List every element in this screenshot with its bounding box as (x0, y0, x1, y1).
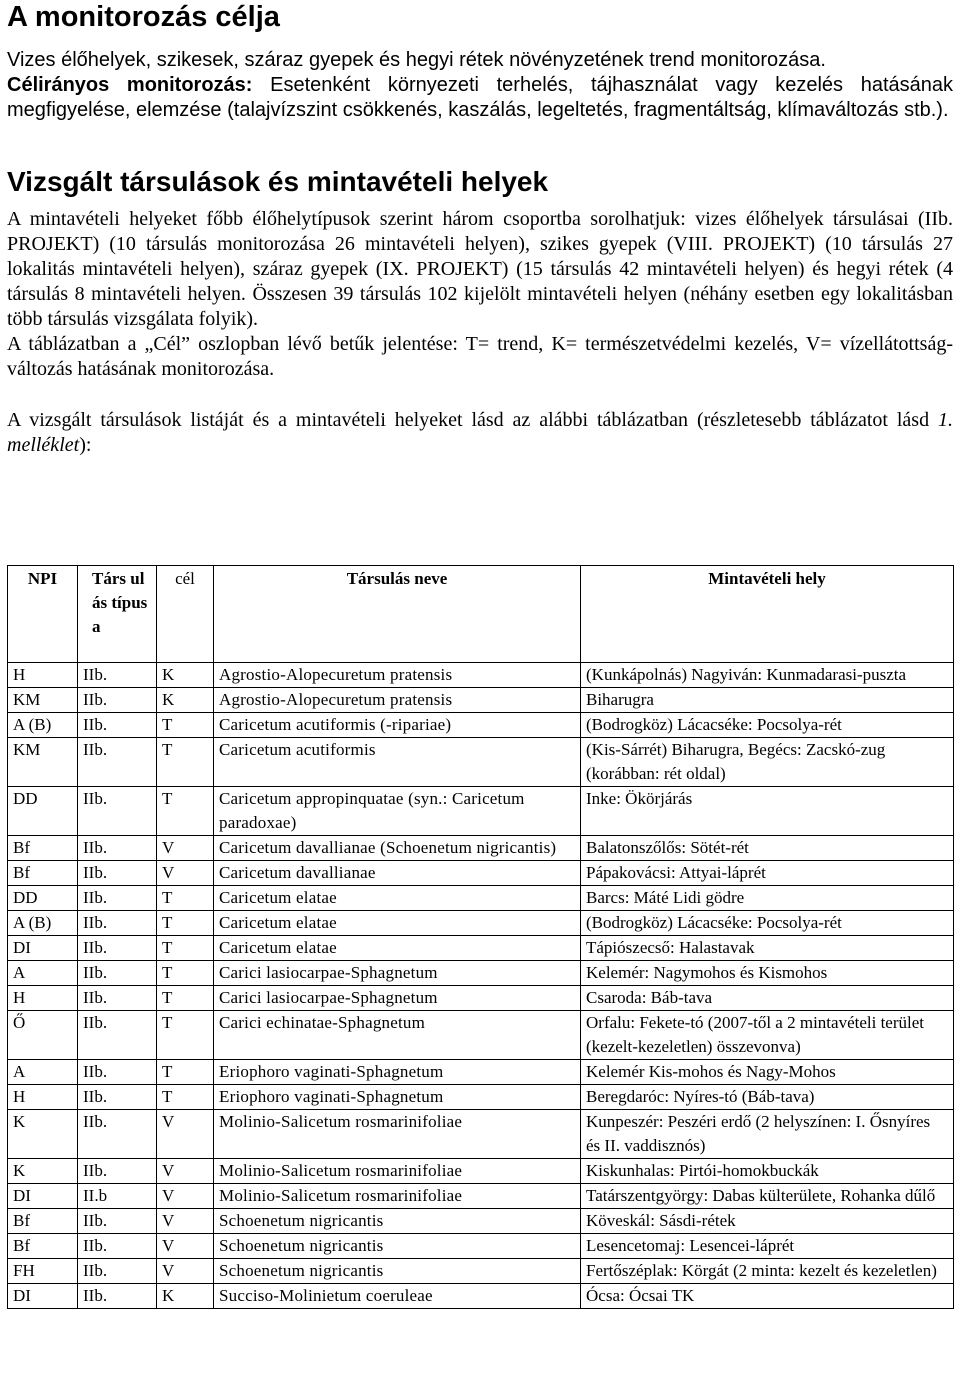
type-cell: II.b (78, 1184, 157, 1209)
goal-cell: T (157, 1085, 214, 1110)
table-row (8, 1234, 954, 1259)
goal-cell: T (157, 713, 214, 738)
type-cell: IIb. (78, 1085, 157, 1110)
sampling-site-cell: (Bodrogköz) Lácacséke: Pocsolya-rét (581, 911, 954, 936)
table-row (8, 861, 954, 886)
type-cell: IIb. (78, 961, 157, 986)
table-header-row (8, 566, 954, 663)
header-sampling-site: Mintavételi hely (581, 566, 954, 663)
npi-cell: K (8, 1110, 78, 1159)
table-row (8, 836, 954, 861)
table-row (8, 886, 954, 911)
npi-cell: DI (8, 936, 78, 961)
paragraph-text: Vizes élőhelyek, szikesek, száraz gyepek és hegyi rétek növényzetének trend monitorozása. (7, 49, 826, 71)
type-cell: IIb. (78, 1234, 157, 1259)
association-name-cell: Schoenetum nigricantis (214, 1259, 581, 1284)
section-title-monitoring-goal: A monitorozás célja (7, 1, 280, 33)
sampling-site-cell: Balatonszőlős: Sötét-rét (581, 836, 954, 861)
goal-cell: V (157, 1110, 214, 1159)
table-row (8, 961, 954, 986)
table-row (8, 1060, 954, 1085)
sampling-site-cell: Tatárszentgyörgy: Dabas külterülete, Rohanka dűlő (581, 1184, 954, 1209)
npi-cell: H (8, 986, 78, 1011)
goal-cell: K (157, 663, 214, 688)
goal-cell: T (157, 936, 214, 961)
type-cell: IIb. (78, 886, 157, 911)
sampling-site-cell: Beregdaróc: Nyíres-tó (Báb-tava) (581, 1085, 954, 1110)
goal-cell: K (157, 1284, 214, 1309)
type-cell: IIb. (78, 663, 157, 688)
npi-cell: DI (8, 1284, 78, 1309)
association-name-cell: Caricetum elatae (214, 936, 581, 961)
table-row (8, 1184, 954, 1209)
association-name-cell: Caricetum elatae (214, 911, 581, 936)
association-name-cell: Schoenetum nigricantis (214, 1209, 581, 1234)
header-association-name: Társulás neve (214, 566, 581, 663)
paragraph-column-legend: A táblázatban a „Cél” oszlopban lévő betűk jelentése: T= trend, K= természetvédelmi kezelés, V= vízellátottság-változás hatásának monitorozása. (7, 333, 953, 380)
sampling-site-cell: Inke: Ökörjárás (581, 787, 954, 836)
association-name-cell: Agrostio-Alopecuretum pratensis (214, 688, 581, 713)
goal-cell: T (157, 1011, 214, 1060)
goal-cell: V (157, 861, 214, 886)
goal-cell: V (157, 1209, 214, 1234)
association-name-cell: Agrostio-Alopecuretum pratensis (214, 663, 581, 688)
npi-cell: KM (8, 688, 78, 713)
goal-cell: V (157, 1184, 214, 1209)
type-cell: IIb. (78, 861, 157, 886)
type-cell: IIb. (78, 986, 157, 1011)
header-npi: NPI (8, 566, 78, 663)
sampling-site-cell: (Kis-Sárrét) Biharugra, Begécs: Zacskó-zug (korábban: rét oldal) (581, 738, 954, 787)
goal-cell: T (157, 986, 214, 1011)
table-row (8, 1085, 954, 1110)
association-name-cell: Carici echinatae-Sphagnetum (214, 1011, 581, 1060)
association-name-cell: Succiso-Molinietum coeruleae (214, 1284, 581, 1309)
table-body (8, 663, 954, 1309)
npi-cell: KM (8, 738, 78, 787)
association-name-cell: Molinio-Salicetum rosmarinifoliae (214, 1184, 581, 1209)
sampling-site-cell: Orfalu: Fekete-tó (2007-től a 2 mintavételi terület (kezelt-kezeletlen) összevonva) (581, 1011, 954, 1060)
association-name-cell: Schoenetum nigricantis (214, 1234, 581, 1259)
goal-cell: V (157, 1259, 214, 1284)
association-name-cell: Molinio-Salicetum rosmarinifoliae (214, 1159, 581, 1184)
type-cell: IIb. (78, 1259, 157, 1284)
table-row (8, 1110, 954, 1159)
type-cell: IIb. (78, 1159, 157, 1184)
sampling-site-cell: Pápakovácsi: Attyai-láprét (581, 861, 954, 886)
sampling-site-cell: Barcs: Máté Lidi gödre (581, 886, 954, 911)
table-row (8, 936, 954, 961)
table-row (8, 1209, 954, 1234)
sampling-site-cell: Kunpeszér: Peszéri erdő (2 helyszínen: I. Ősnyíres és II. vaddisznós) (581, 1110, 954, 1159)
npi-cell: A (B) (8, 713, 78, 738)
association-name-cell: Caricetum davallianae (214, 861, 581, 886)
npi-cell: DI (8, 1184, 78, 1209)
npi-cell: A (8, 961, 78, 986)
sampling-site-cell: Biharugra (581, 688, 954, 713)
type-cell: IIb. (78, 1209, 157, 1234)
type-cell: IIb. (78, 1110, 157, 1159)
npi-cell: Bf (8, 1209, 78, 1234)
npi-cell: K (8, 1159, 78, 1184)
sampling-site-cell: Tápiószecső: Halastavak (581, 936, 954, 961)
table-row (8, 986, 954, 1011)
association-name-cell: Eriophoro vaginati-Sphagnetum (214, 1060, 581, 1085)
npi-cell: A (8, 1060, 78, 1085)
type-cell: IIb. (78, 1284, 157, 1309)
association-name-cell: Caricetum acutiformis (214, 738, 581, 787)
table-row (8, 1259, 954, 1284)
sampling-site-cell: Csaroda: Báb-tava (581, 986, 954, 1011)
npi-cell: Bf (8, 836, 78, 861)
table-row (8, 688, 954, 713)
type-cell: IIb. (78, 688, 157, 713)
sampling-site-cell: Lesencetomaj: Lesencei-láprét (581, 1234, 954, 1259)
table-row (8, 911, 954, 936)
association-name-cell: Carici lasiocarpae-Sphagnetum (214, 986, 581, 1011)
goal-cell: T (157, 886, 214, 911)
associations-table (7, 565, 954, 1309)
association-name-cell: Caricetum elatae (214, 886, 581, 911)
association-name-cell: Caricetum acutiformis (-ripariae) (214, 713, 581, 738)
npi-cell: H (8, 663, 78, 688)
type-cell: IIb. (78, 738, 157, 787)
association-name-cell: Caricetum davallianae (Schoenetum nigricantis) (214, 836, 581, 861)
association-name-cell: Molinio-Salicetum rosmarinifoliae (214, 1110, 581, 1159)
npi-cell: Bf (8, 1234, 78, 1259)
goal-cell: T (157, 738, 214, 787)
type-cell: IIb. (78, 936, 157, 961)
type-cell: IIb. (78, 1060, 157, 1085)
goal-cell: T (157, 1060, 214, 1085)
type-cell: IIb. (78, 713, 157, 738)
goal-cell: V (157, 1159, 214, 1184)
goal-cell: T (157, 911, 214, 936)
association-name-cell: Eriophoro vaginati-Sphagnetum (214, 1085, 581, 1110)
table-row (8, 738, 954, 787)
paragraph-sampling-overview: A mintavételi helyeket főbb élőhelytípusok szerint három csoportba sorolhatjuk: vizes élőhelyek társulásai (IIb. PROJEKT) (10 társulás monitorozása 26 mintavételi helyen), szikes gyepek (VIII. PROJEKT) (10 társulás 27 lokalitás mintavételi helyen), száraz gyepek (IX. PROJEKT) (15 társulás 42 mintavételi helyen) és hegyi rétek (4 társulás 8 mintavételi helyen. Összesen 39 társulás 102 kijelölt mintavételi helyen (néhány esetben egy lokalitásban több társulás vizsgálata folyik). (7, 208, 953, 330)
table-row (8, 1011, 954, 1060)
npi-cell: DD (8, 787, 78, 836)
npi-cell: Bf (8, 861, 78, 886)
goal-cell: K (157, 688, 214, 713)
sampling-site-cell: (Kunkápolnás) Nagyiván: Kunmadarasi-puszta (581, 663, 954, 688)
npi-cell: Ő (8, 1011, 78, 1060)
header-association-type: Társ ulás típus a (78, 566, 157, 663)
paragraph-table-intro (7, 408, 953, 458)
type-cell: IIb. (78, 836, 157, 861)
table-row (8, 1159, 954, 1184)
sampling-site-cell: Kelemér Kis-mohos és Nagy-Mohos (581, 1060, 954, 1085)
sampling-site-cell: Kiskunhalas: Pirtói-homokbuckák (581, 1159, 954, 1184)
goal-cell: V (157, 1234, 214, 1259)
goal-cell: V (157, 836, 214, 861)
appendix-reference: 1. melléklet (7, 409, 953, 456)
sampling-site-cell: Fertőszéplak: Körgát (2 minta: kezelt és kezeletlen) (581, 1259, 954, 1284)
section-title-sampling-sites: Vizsgált társulások és mintavételi helyek (7, 166, 549, 197)
table-row (8, 663, 954, 688)
goal-cell: T (157, 961, 214, 986)
npi-cell: H (8, 1085, 78, 1110)
sampling-site-cell: Ócsa: Ócsai TK (581, 1284, 954, 1309)
association-name-cell: Caricetum appropinquatae (syn.: Caricetum paradoxae) (214, 787, 581, 836)
goal-cell: T (157, 787, 214, 836)
npi-cell: DD (8, 886, 78, 911)
association-name-cell: Carici lasiocarpae-Sphagnetum (214, 961, 581, 986)
sampling-site-cell: Köveskál: Sásdi-rétek (581, 1209, 954, 1234)
paragraph-text: A vizsgált társulások listáját és a mintavételi helyeket lásd az alábbi táblázatban (részletesebb táblázatot lásd (7, 409, 938, 431)
table-row (8, 713, 954, 738)
npi-cell: A (B) (8, 911, 78, 936)
table-row (8, 1284, 954, 1309)
sampling-site-cell: (Bodrogköz) Lácacséke: Pocsolya-rét (581, 713, 954, 738)
type-cell: IIb. (78, 787, 157, 836)
type-cell: IIb. (78, 1011, 157, 1060)
npi-cell: FH (8, 1259, 78, 1284)
header-goal: cél (157, 566, 214, 663)
bold-label-targeted-monitoring: Célirányos monitorozás: (7, 74, 253, 96)
paragraph-text: ): (79, 434, 92, 456)
paragraph-text: Esetenként környezeti terhelés, tájhasználat vagy kezelés hatásának megfigyelése, elemzése (talajvízszint csökkenés, kaszálás, legeltetés, fragmentáltság, klímaváltozás stb.). (7, 74, 953, 121)
sampling-site-cell: Kelemér: Nagymohos és Kismohos (581, 961, 954, 986)
document-page (7, 0, 953, 458)
type-cell: IIb. (78, 911, 157, 936)
paragraph-monitoring-goal (7, 48, 953, 123)
table-row (8, 787, 954, 836)
